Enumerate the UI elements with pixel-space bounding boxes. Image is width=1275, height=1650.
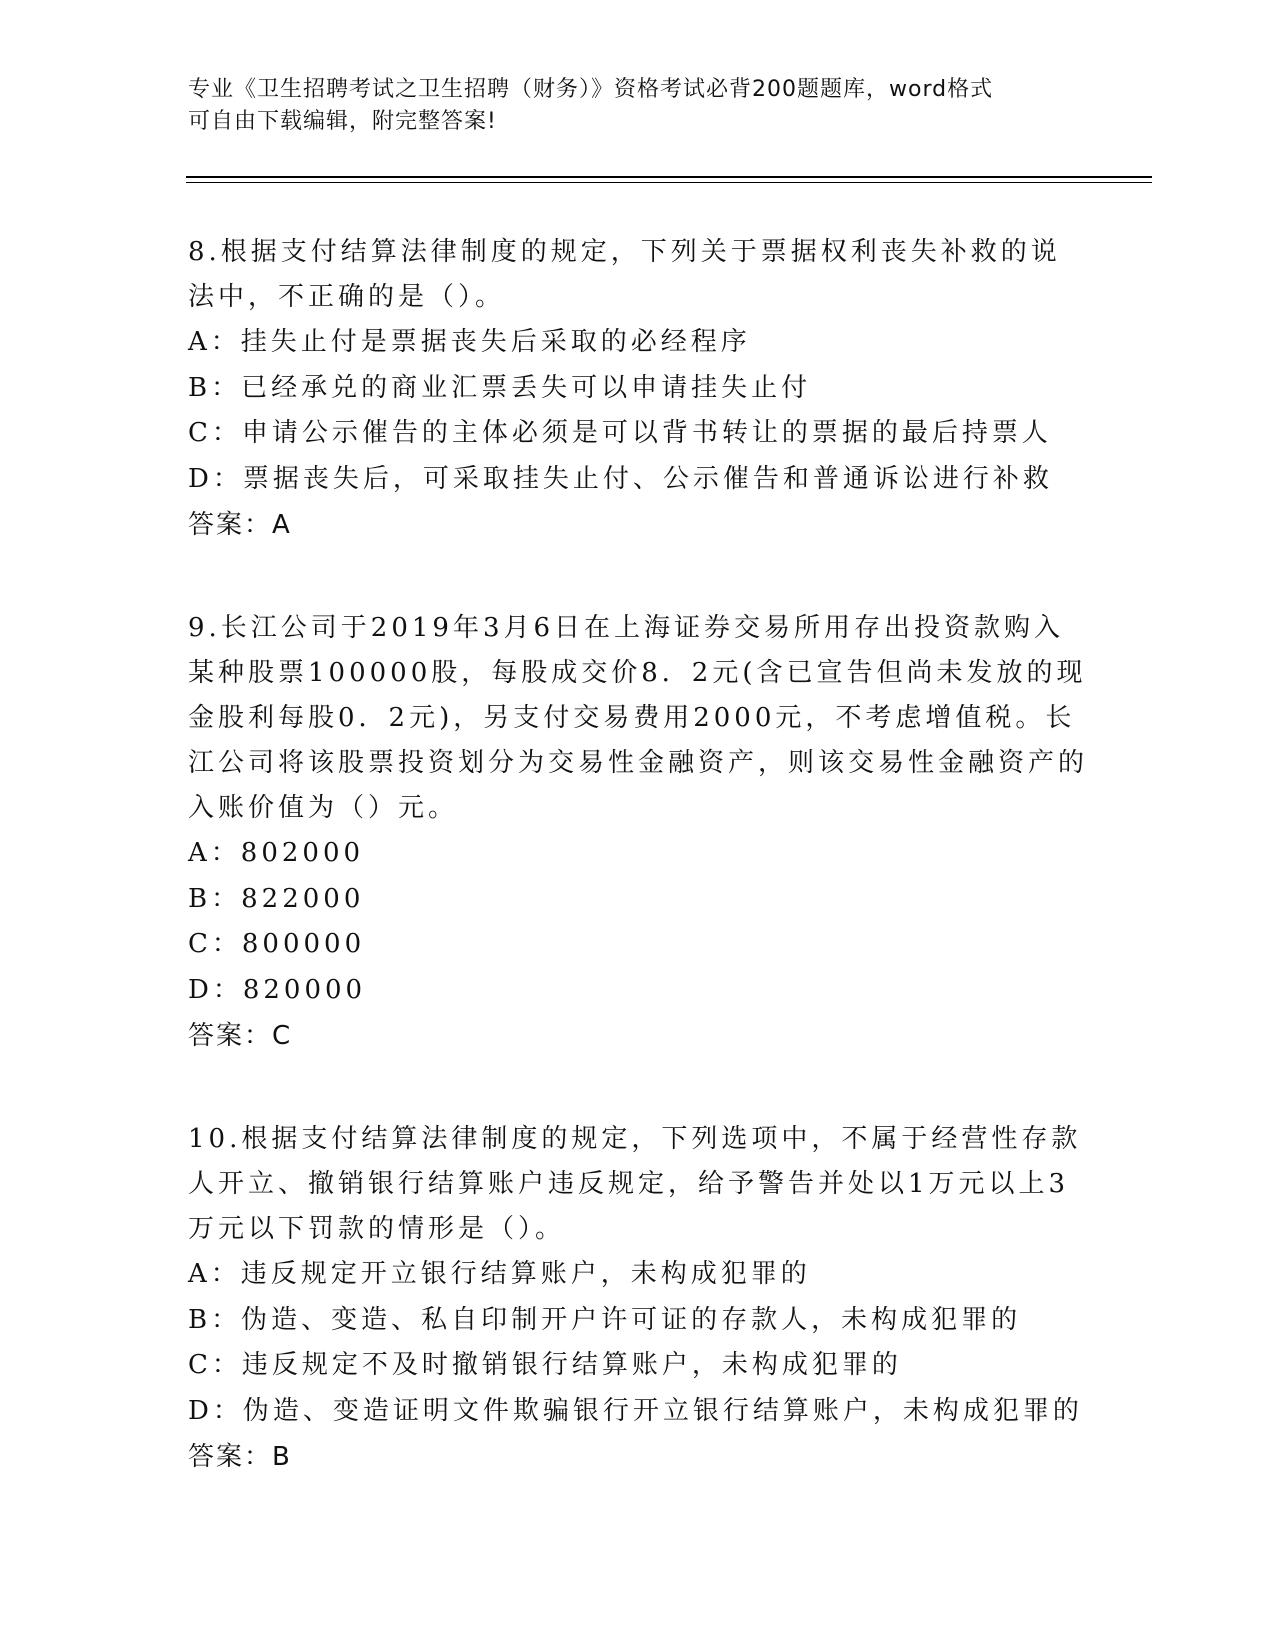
question-text: 10.根据支付结算法律制度的规定，下列选项中，不属于经营性存款人开立、撤销银行结算账户违反规定，给予警告并处以1万元以上3万元以下罚款的情形是（）。 <box>188 1124 1082 1244</box>
question-spacer <box>188 548 1088 606</box>
option-c: C：800000 <box>188 929 366 959</box>
header-divider-thin <box>186 182 1152 183</box>
question-list <box>188 230 1088 1480</box>
answer-label: 答案：A <box>188 510 292 540</box>
option-a: A：挂失止付是票据丧失后采取的必经程序 <box>188 327 751 357</box>
header-divider-thick <box>186 176 1152 178</box>
answer-label: 答案：B <box>188 1442 292 1472</box>
option-c: C：违反规定不及时撤销银行结算账户，未构成犯罪的 <box>188 1350 902 1380</box>
question-spacer <box>188 1059 1088 1117</box>
answer-label: 答案：C <box>188 1021 293 1051</box>
option-b: B：822000 <box>188 883 365 914</box>
question-8 <box>188 230 1088 548</box>
question-text: 8.根据支付结算法律制度的规定，下列关于票据权利丧失补救的说法中，不正确的是（）。 <box>188 237 1061 312</box>
document-header <box>188 74 1088 138</box>
header-line-2: 可自由下载编辑，附完整答案! <box>188 109 497 134</box>
option-c: C：申请公示催告的主体必须是可以背书转让的票据的最后持票人 <box>188 418 1052 448</box>
option-a: A：违反规定开立银行结算账户，未构成犯罪的 <box>188 1259 811 1289</box>
question-10 <box>188 1117 1088 1480</box>
option-b: B：已经承兑的商业汇票丢失可以申请挂失止付 <box>188 372 812 403</box>
option-d: D：820000 <box>188 974 367 1005</box>
option-d: D：票据丧失后，可采取挂失止付、公示催告和普通诉讼进行补救 <box>188 463 1053 494</box>
option-d: D：伪造、变造证明文件欺骗银行开立银行结算账户，未构成犯罪的 <box>188 1395 1083 1426</box>
option-b: B：伪造、变造、私自印制开户许可证的存款人，未构成犯罪的 <box>188 1304 1022 1335</box>
header-line-1: 专业《卫生招聘考试之卫生招聘（财务）》资格考试必背200题题库，word格式 <box>188 77 994 102</box>
question-text: 9.长江公司于2019年3月6日在上海证券交易所用存出投资款购入某种股票100000股，每股成交价8．2元(含已宣告但尚未发放的现金股利每股0．2元)，另支付交易费用2000元，不考虑增值税。长江公司将该股票投资划分为交易性金融资产，则该交易性金融资产的入账价值为（）元。 <box>188 613 1089 823</box>
question-9 <box>188 606 1088 1059</box>
option-a: A：802000 <box>188 838 365 868</box>
